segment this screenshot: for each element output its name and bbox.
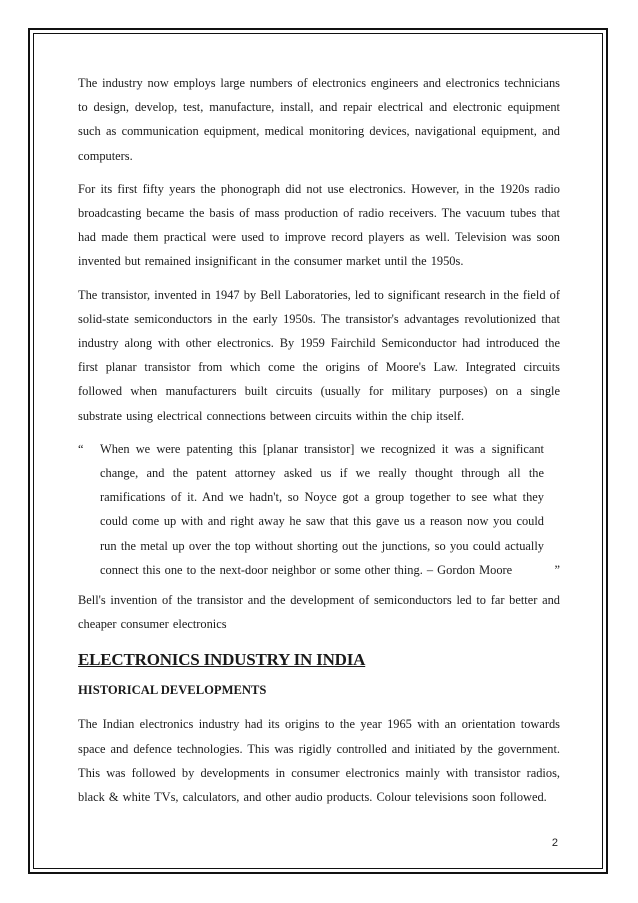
section-title: ELECTRONICS INDUSTRY IN INDIA xyxy=(78,650,366,670)
quote-text: When we were patenting this [planar transistor] we recognized it was a significant change, and the patent attorney asked us if we really thought through all the ramifications of it. And we hadn't, so Noyce got a group together to see what they could come up with and right away he saw that this gave us a reason now you could run the metal up over the top without shorting out the junctions, so you could actually connect this one to the next-door neighbor or some other thing. – Gordon Moore xyxy=(100,441,544,577)
subsection-title: HISTORICAL DEVELOPMENTS xyxy=(78,683,267,698)
paragraph-phonograph-history: For its first fifty years the phonograph did not use electronics. However, in the 1920s radio broadcasting became the basis of mass production of radio receivers. The vacuum tubes that had made them practical were used to improve record players as well. Television was soon invented but remained insignificant in the consumer market until the 1950s. xyxy=(78,181,560,269)
paragraph-indian-industry-origins: The Indian electronics industry had its origins to the year 1965 with an orientation towards space and defence technologies. This was rigidly controlled and initiated by the government. This was followed by developments in consumer electronics mainly with transistor radios, black & white TVs, calculators, and other audio products. Colour televisions soon followed. xyxy=(78,717,560,805)
paragraph-bell-invention: Bell's invention of the transistor and the development of semiconductors led to far better and cheaper consumer electronics xyxy=(78,593,560,632)
gordon-moore-quote xyxy=(78,437,560,582)
quote-open-mark: “ xyxy=(78,441,84,456)
page-content xyxy=(78,71,560,818)
paragraph-transistor-history: The transistor, invented in 1947 by Bell Laboratories, led to significant research in the field of solid-state semiconductors in the early 1950s. The transistor's advantages revolutionized that industry along with other electronics. By 1959 Fairchild Semiconductor had introduced the first planar transistor from which come the origins of Moore's Law. Integrated circuits followed when manufacturers built circuits (usually for military purposes) on a single substrate using electrical connections between circuits within the chip itself. xyxy=(78,287,560,423)
quote-close-mark: ” xyxy=(554,562,560,577)
paragraph-industry-employment: The industry now employs large numbers of electronics engineers and electronics technicians to design, develop, test, manufacture, install, and repair electrical and electronic equipment such as communication equipment, medical monitoring devices, navigational equipment, and computers. xyxy=(78,76,560,163)
page-number: 2 xyxy=(551,837,558,849)
